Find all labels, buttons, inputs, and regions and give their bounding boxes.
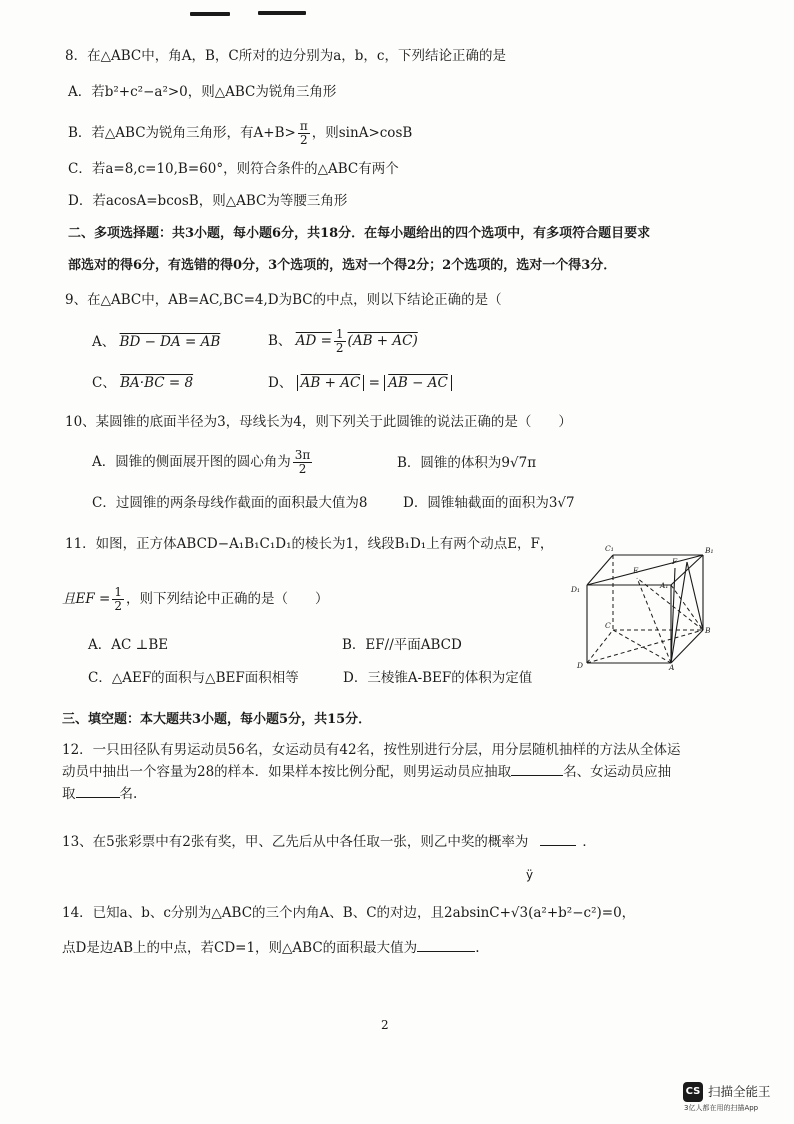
- fraction-denominator: 2: [335, 341, 344, 355]
- camscanner-logo-name: 扫描全能王: [708, 1084, 771, 1099]
- label-c: C: [605, 621, 611, 630]
- q9-option-d-left: AB + AC: [297, 375, 365, 391]
- q8-option-b-post: ，则sinA>cosB: [311, 125, 413, 141]
- label-a: A: [669, 663, 675, 670]
- q9-option-a-expr: BD − DA = AB: [119, 334, 221, 350]
- q14-line1: 14．已知a、b、c分别为△ABC的三个内角A、B、C的对边，且2absinC+√3(a²+b²−c²)=0，: [62, 905, 636, 921]
- q12-line3-pre: 取: [62, 786, 76, 802]
- q10-option-d: D．圆锥轴截面的面积为3√7: [403, 495, 575, 511]
- q9-stem: 9、在△ABC中，AB=AC,BC=4,D为BC的中点，则以下结论正确的是（: [65, 292, 502, 308]
- q9-option-b-post: (AB + AC): [347, 333, 418, 349]
- label-d: D: [577, 661, 584, 670]
- q13-text-main: 13、在5张彩票中有2张有奖，甲、乙先后从中各任取一张，则乙中奖的概率为: [62, 834, 529, 850]
- fraction-numerator: 1: [335, 327, 344, 341]
- q10-option-b: B．圆锥的体积为9√7π: [397, 455, 537, 471]
- label-f: F: [672, 557, 678, 566]
- q10-option-c: C．过圆锥的两条母线作截面的面积最大值为8: [92, 495, 368, 511]
- label-b1: B₁: [705, 546, 714, 555]
- q12-line1: 12．一只田径队有男运动员56名，女运动员有42名，按性别进行分层，用分层随机抽样的方法从全体运: [62, 742, 681, 758]
- q9-option-a-label: A、: [92, 334, 116, 350]
- q12-line2: [62, 763, 671, 781]
- q10-stem: 10、某圆锥的底面半径为3，母线长为4，则下列关于此圆锥的说法正确的是（ ）: [65, 414, 572, 430]
- q9-option-d-label: D、: [268, 375, 293, 391]
- fraction-denominator: 2: [298, 462, 307, 476]
- fraction-denominator: 2: [114, 599, 122, 613]
- q13-end: ．: [582, 834, 596, 850]
- q12-line3-post: 名.: [119, 786, 138, 802]
- fraction-numerator: 1: [114, 585, 122, 599]
- q11-stem: 11．如图，正方体ABCD−A₁B₁C₁D₁的棱长为1，线段B₁D₁上有两个动点E，F，: [65, 536, 554, 552]
- cube-figure: [565, 540, 715, 670]
- q8-option-b: [68, 118, 412, 148]
- q12-blank-female: [76, 785, 120, 798]
- label-d1: D₁: [571, 585, 581, 594]
- q8-option-d: D．若acosA=bcosB，则△ABC为等腰三角形: [68, 193, 348, 209]
- q9-option-c-expr: BA·BC = 8: [120, 375, 194, 391]
- q14-line2: [62, 939, 479, 957]
- section-3-heading: 三、填空题：本大题共3小题，每小题5分，共15分．: [62, 712, 372, 727]
- q8-option-b-pre: B．若△ABC为锐角三角形，有A+B>: [68, 125, 296, 141]
- q11-condition-post: ，则下列结论中正确的是（ ）: [125, 591, 329, 607]
- label-c1: C₁: [605, 544, 614, 553]
- fraction-numerator: 3π: [294, 448, 311, 462]
- q8-option-c: C．若a=8,c=10,B=60°，则符合条件的△ABC有两个: [68, 161, 399, 177]
- q10-option-a: [92, 446, 314, 478]
- q11-option-d: D．三棱锥A-BEF的体积为定值: [343, 670, 533, 686]
- label-a1: A₁: [660, 581, 669, 590]
- header-bar-left: [190, 12, 230, 16]
- q8-option-b-fraction: [298, 120, 310, 147]
- q9-option-c: [92, 374, 193, 392]
- q9-option-b-label: B、: [268, 333, 292, 349]
- q12-line2-mid: 名、女运动员应抽: [563, 764, 672, 780]
- q9-option-a: [92, 333, 220, 351]
- label-b: B: [705, 626, 711, 635]
- q9-option-d: [268, 374, 452, 392]
- q11-option-a: A．AC ⊥BE: [88, 637, 169, 653]
- section-2-heading-line2: 部选对的得6分，有选错的得0分，3个选项的，选对一个得2分；2个选项的，选对一个得3分．: [68, 258, 617, 273]
- q11-option-c: C．△AEF的面积与△BEF面积相等: [88, 670, 299, 686]
- q9-option-b: [268, 325, 418, 357]
- section-2-heading-line1: 二、多项选择题：共3小题，每小题6分，共18分．在每小题给出的四个选项中，有多项符合题目要求: [68, 226, 651, 241]
- camscanner-logo-tagline: 3亿人都在用的扫描App: [684, 1104, 759, 1112]
- q12-line2-pre: 动员中抽出一个容量为28的样本．如果样本按比例分配，则男运动员应抽取: [62, 764, 512, 780]
- q9-option-d-eq: =: [368, 375, 380, 391]
- q13-stray-mark: ÿ: [526, 868, 534, 882]
- q9-option-b-pre: AD =: [295, 333, 332, 349]
- q14-line2-post: .: [475, 940, 480, 956]
- fraction-denominator: 2: [299, 133, 308, 147]
- q10-option-a-pre: A．圆锥的侧面展开图的圆心角为: [92, 454, 291, 470]
- q13-blank: [540, 833, 576, 846]
- q9-option-b-fraction: [334, 328, 346, 355]
- q8-option-a: A．若b²+c²−a²>0，则△ABC为锐角三角形: [68, 84, 337, 100]
- q11-option-b: B．EF//平面ABCD: [342, 637, 462, 653]
- q9-option-c-label: C、: [92, 375, 116, 391]
- q14-blank: [417, 939, 475, 952]
- q11-condition: [62, 582, 328, 616]
- q13-text: [62, 833, 596, 851]
- page-number: 2: [381, 1018, 389, 1032]
- q14-line2-pre: 点D是边AB上的中点，若CD=1，则△ABC的面积最大值为: [62, 940, 418, 956]
- q12-blank-male: [511, 763, 563, 776]
- q10-option-a-fraction: [293, 449, 313, 476]
- q9-option-d-right: AB − AC: [384, 375, 452, 391]
- label-e: E: [633, 566, 639, 575]
- q11-condition-fraction: [112, 586, 124, 613]
- header-bar-right: [258, 11, 306, 15]
- q8-stem: 8．在△ABC中，角A，B，C所对的边分别为a，b，c，下列结论正确的是: [65, 48, 506, 64]
- q11-condition-pre: 且EF =: [62, 591, 111, 607]
- camscanner-logo-icon: CS: [683, 1082, 703, 1102]
- q12-line3: [62, 785, 137, 803]
- fraction-numerator: π: [299, 119, 308, 133]
